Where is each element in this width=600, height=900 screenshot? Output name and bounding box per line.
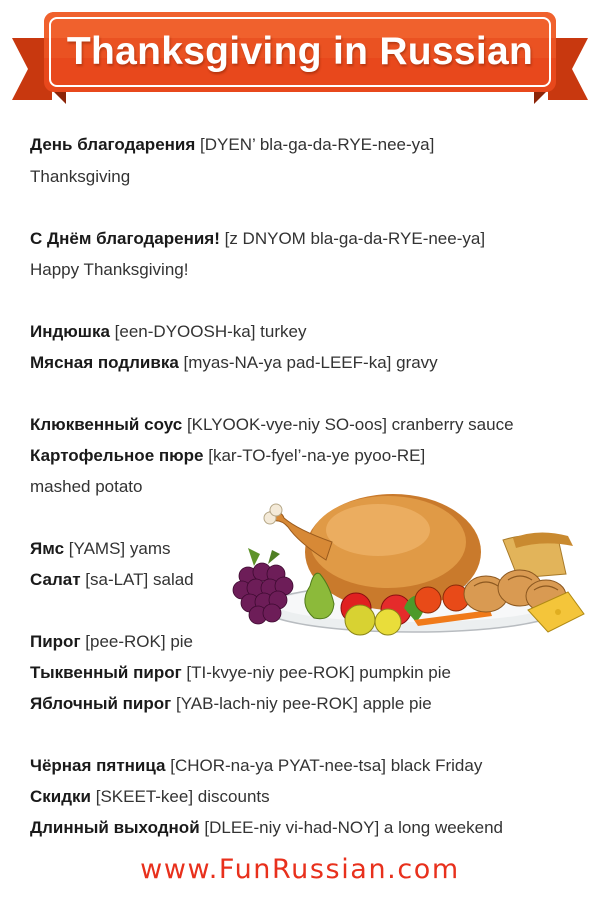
transliteration: [TI-kvye-niy pee-ROK] bbox=[186, 663, 355, 682]
footer-site-url: www.FunRussian.com bbox=[140, 854, 460, 885]
english-translation: a long weekend bbox=[383, 818, 503, 837]
english-translation: yams bbox=[129, 539, 171, 558]
transliteration: [DYEN’ bla-ga-da-RYE-nee-ya] bbox=[200, 135, 435, 154]
list-item bbox=[30, 414, 514, 436]
list-item bbox=[30, 631, 193, 653]
transliteration: [pee-ROK] bbox=[85, 632, 166, 651]
list-item bbox=[30, 166, 130, 188]
russian-phrase: Длинный выходной bbox=[30, 818, 200, 837]
list-item bbox=[30, 755, 482, 777]
list-item bbox=[30, 786, 270, 808]
english-translation: cranberry sauce bbox=[391, 415, 514, 434]
transliteration: [YAB-lach-niy pee-ROK] bbox=[175, 694, 358, 713]
thanksgiving-turkey-platter-icon bbox=[228, 482, 590, 644]
transliteration: [KLYOOK-vye-niy SO-oos] bbox=[186, 415, 387, 434]
page-title: Thanksgiving in Russian bbox=[66, 30, 534, 73]
russian-phrase: Картофельное пюре bbox=[30, 446, 204, 465]
russian-phrase: Чёрная пятница bbox=[30, 756, 166, 775]
english-translation: apple pie bbox=[362, 694, 432, 713]
russian-phrase: С Днём благодарения! bbox=[30, 229, 220, 248]
list-item bbox=[30, 569, 194, 591]
transliteration: [z DNYOM bla-ga-da-RYE-nee-ya] bbox=[224, 229, 486, 248]
russian-phrase: Тыквенный пирог bbox=[30, 663, 182, 682]
russian-phrase: День благодарения bbox=[30, 135, 196, 154]
list-item bbox=[30, 259, 188, 281]
english-translation: mashed potato bbox=[30, 477, 143, 496]
english-translation: salad bbox=[152, 570, 194, 589]
list-item bbox=[30, 817, 503, 839]
russian-phrase: Мясная подливка bbox=[30, 353, 179, 372]
transliteration: [sa-LAT] bbox=[85, 570, 149, 589]
english-translation: turkey bbox=[260, 322, 307, 341]
english-translation: discounts bbox=[197, 787, 270, 806]
list-item bbox=[30, 352, 438, 374]
english-translation: Happy Thanksgiving! bbox=[30, 260, 189, 279]
transliteration: [DLEE-niy vi-had-NOY] bbox=[204, 818, 380, 837]
russian-phrase: Ямс bbox=[30, 539, 65, 558]
list-item bbox=[30, 228, 485, 250]
list-item bbox=[30, 693, 432, 715]
list-item bbox=[30, 445, 425, 467]
transliteration: [kar-TO-fyel’-na-ye pyoo-RE] bbox=[208, 446, 426, 465]
transliteration: [SKEET-kee] bbox=[95, 787, 194, 806]
english-translation: black Friday bbox=[390, 756, 483, 775]
english-translation: pie bbox=[170, 632, 193, 651]
russian-phrase: Салат bbox=[30, 570, 81, 589]
list-item bbox=[30, 476, 142, 498]
list-item bbox=[30, 321, 306, 343]
transliteration: [CHOR-na-ya PYAT-nee-tsa] bbox=[170, 756, 386, 775]
russian-phrase: Клюквенный соус bbox=[30, 415, 183, 434]
transliteration: [YAMS] bbox=[68, 539, 126, 558]
russian-phrase: Пирог bbox=[30, 632, 81, 651]
list-item bbox=[30, 538, 171, 560]
transliteration: [myas-NA-ya pad-LEEF-ka] bbox=[183, 353, 392, 372]
russian-phrase: Скидки bbox=[30, 787, 91, 806]
english-translation: Thanksgiving bbox=[30, 167, 131, 186]
list-item bbox=[30, 134, 434, 156]
english-translation: gravy bbox=[396, 353, 438, 372]
russian-phrase: Индюшка bbox=[30, 322, 110, 341]
russian-phrase: Яблочный пирог bbox=[30, 694, 172, 713]
list-item bbox=[30, 662, 451, 684]
english-translation: pumpkin pie bbox=[359, 663, 451, 682]
transliteration: [een-DYOOSH-ka] bbox=[114, 322, 256, 341]
title-banner bbox=[8, 8, 592, 108]
